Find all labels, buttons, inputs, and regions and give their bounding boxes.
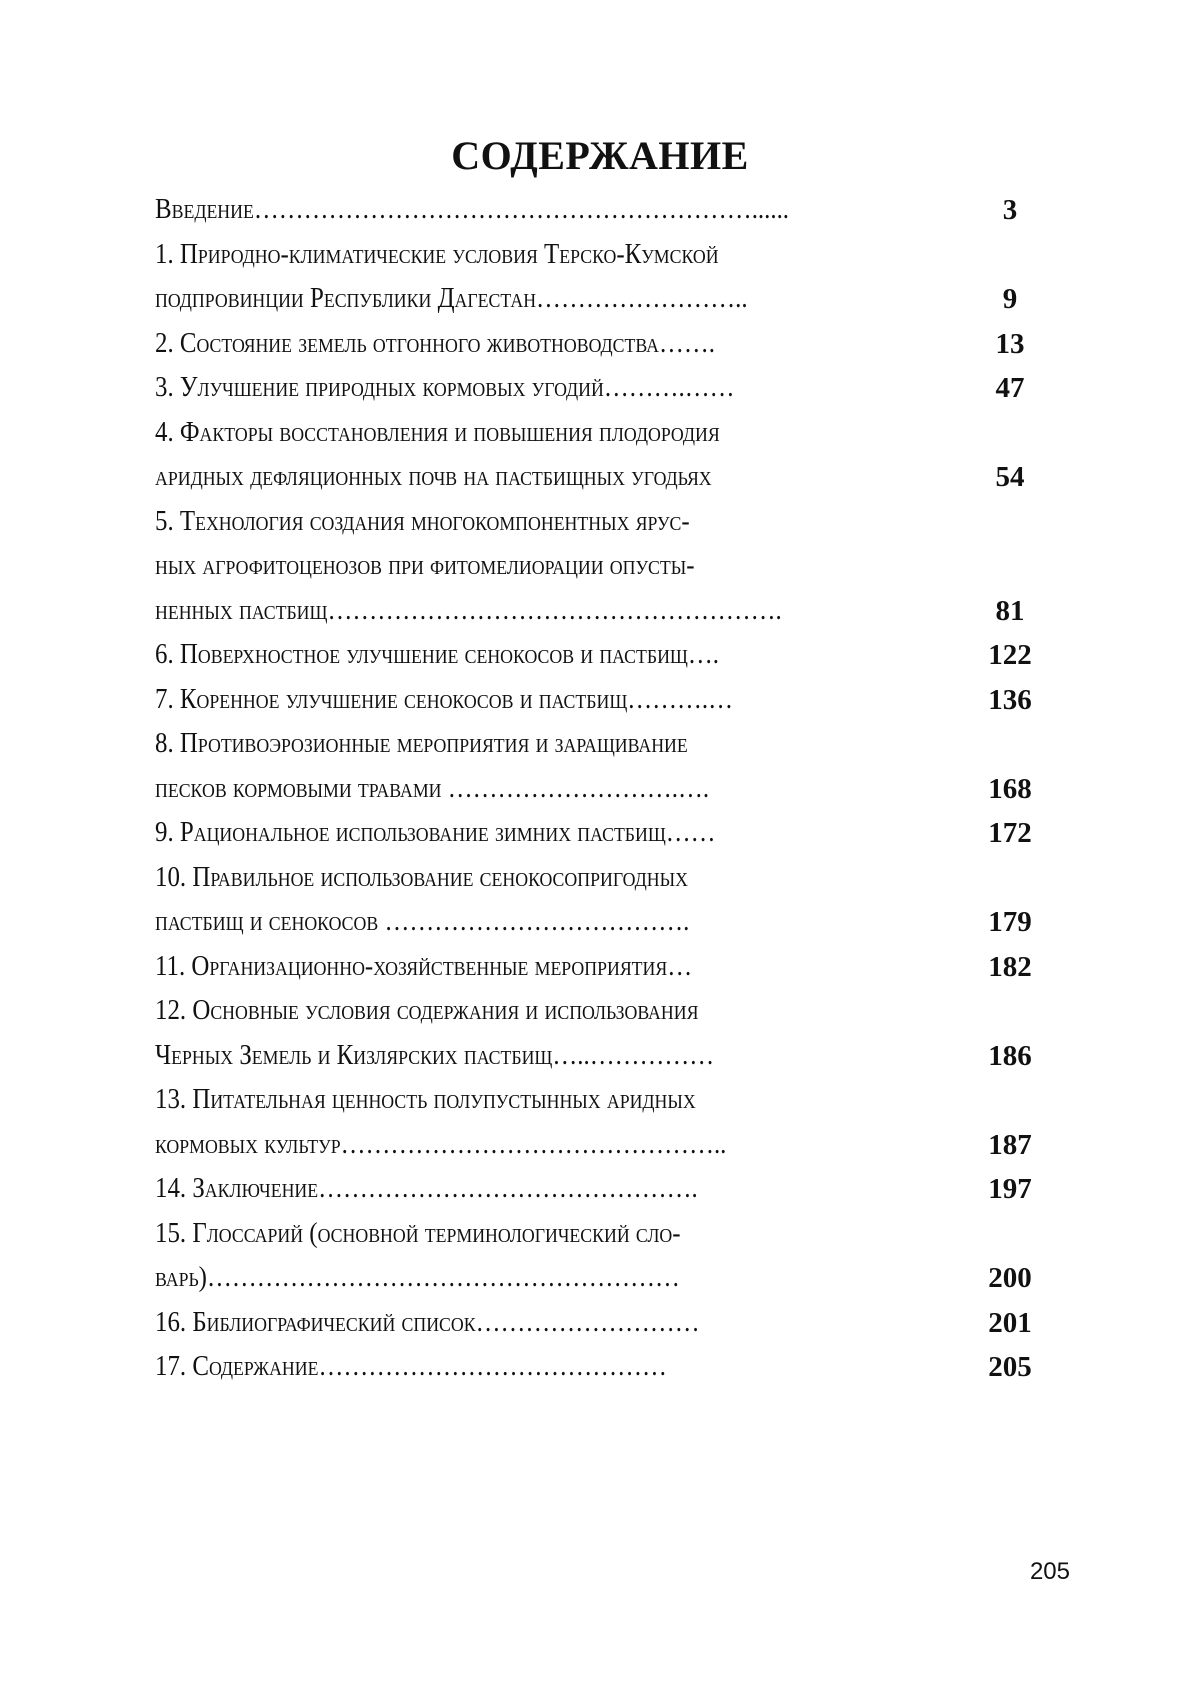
- toc-entry-line: 5. Технология создания многокомпонентных ярус-: [155, 505, 690, 537]
- toc-entry: [155, 1345, 1055, 1390]
- toc-entry-line: песков кормовыми травами ……………………….….: [155, 772, 710, 804]
- toc-entry-page-number: 9: [1002, 283, 1018, 315]
- toc-entry-page-number: 172: [988, 817, 1032, 849]
- toc-entry-line: 17. Содержание……………………………………: [155, 1351, 667, 1382]
- toc-entry-line: 10. Правильное использование сенокосопригодных: [155, 861, 688, 893]
- toc-entry-line: пастбищ и сенокосов ……………………………….: [155, 906, 690, 937]
- toc-entry: [155, 366, 1055, 411]
- toc-entry-line: варь)…………………………………………………: [155, 1262, 680, 1293]
- toc-entry: [155, 1212, 1055, 1301]
- toc-entry: [155, 500, 1055, 634]
- toc-entry-line: 4. Факторы восстановления и повышения плодородия: [155, 416, 720, 448]
- toc-entry-page-number: 47: [995, 372, 1025, 404]
- toc-entry-line: 13. Питательная ценность полупустынных аридных: [155, 1084, 696, 1115]
- toc-entry: [155, 633, 1055, 678]
- toc-entry-line: 14. Заключение……………………………………….: [155, 1173, 698, 1204]
- table-of-contents: [155, 188, 1055, 1390]
- toc-entry-page-number: 122: [988, 639, 1032, 671]
- toc-entry-page-number: 13: [995, 327, 1025, 360]
- toc-entry-page-number: 201: [988, 1306, 1032, 1339]
- toc-entry-line: 3. Улучшение природных кормовых угодий……….……: [155, 372, 735, 403]
- toc-entry-line: 1. Природно-климатические условия Терско-Кумской: [155, 238, 719, 270]
- toc-entry-line: кормовых культур………………………………………..: [155, 1128, 727, 1160]
- toc-entry: [155, 1078, 1055, 1167]
- toc-entry-page-number: 54: [995, 461, 1025, 493]
- toc-entry-line: Черных Земель и Кизлярских пастбищ…..……………: [155, 1039, 715, 1071]
- toc-entry: [155, 856, 1055, 945]
- toc-entry: [155, 1167, 1055, 1212]
- toc-entry: [155, 1301, 1055, 1346]
- toc-entry: [155, 811, 1055, 856]
- toc-entry-line: 7. Коренное улучшение сенокосов и пастбищ……….…: [155, 683, 734, 715]
- toc-entry-page-number: 186: [988, 1039, 1032, 1072]
- toc-entry-page-number: 168: [988, 772, 1032, 805]
- toc-entry-line: 16. Библиографический список………………………: [155, 1306, 700, 1338]
- toc-entry-line: 15. Глоссарий (основной терминологический сло-: [155, 1217, 681, 1249]
- toc-entry: [155, 989, 1055, 1078]
- toc-entry-line: 8. Противоэрозионные мероприятия и заращивание: [155, 728, 688, 759]
- toc-entry: [155, 945, 1055, 990]
- toc-entry-page-number: 197: [988, 1173, 1032, 1205]
- toc-entry-line: ных агрофитоценозов при фитомелиорации опусты-: [155, 550, 695, 581]
- toc-entry: [155, 678, 1055, 723]
- toc-entry-line: 9. Рациональное использование зимних пастбищ……: [155, 817, 716, 848]
- toc-entry-line: ненных пастбищ……………………………………………….: [155, 594, 782, 626]
- toc-entry-page-number: 179: [988, 906, 1032, 938]
- toc-entry-page-number: 81: [995, 594, 1025, 627]
- toc-entry-page-number: 136: [988, 683, 1032, 716]
- toc-entry-line: 2. Состояние земель отгонного животноводства…….: [155, 327, 715, 359]
- toc-entry-page-number: 205: [988, 1351, 1032, 1383]
- toc-entry-line: 12. Основные условия содержания и использования: [155, 995, 699, 1026]
- toc-entry-page-number: 200: [988, 1262, 1032, 1294]
- toc-entry-page-number: 3: [1002, 194, 1018, 226]
- toc-entry-line: аридных дефляционных почв на пастбищных угодьях: [155, 461, 712, 492]
- toc-entry-line: Введение……………………………………………………......: [155, 194, 790, 225]
- toc-entry-line: 11. Организационно-хозяйственные мероприятия…: [155, 950, 693, 982]
- toc-entry-page-number: 182: [988, 950, 1032, 983]
- toc-entry: [155, 411, 1055, 500]
- page-title: СОДЕРЖАНИЕ: [451, 133, 749, 178]
- toc-entry: [155, 233, 1055, 322]
- toc-entry: [155, 322, 1055, 367]
- toc-entry-line: подпровинции Республики Дагестан……………………..: [155, 283, 748, 314]
- toc-entry-line: 6. Поверхностное улучшение сенокосов и пастбищ….: [155, 639, 719, 670]
- toc-entry: [155, 188, 1055, 233]
- toc-entry: [155, 722, 1055, 811]
- toc-entry-page-number: 187: [988, 1128, 1032, 1161]
- page-number: 205: [1029, 1558, 1070, 1585]
